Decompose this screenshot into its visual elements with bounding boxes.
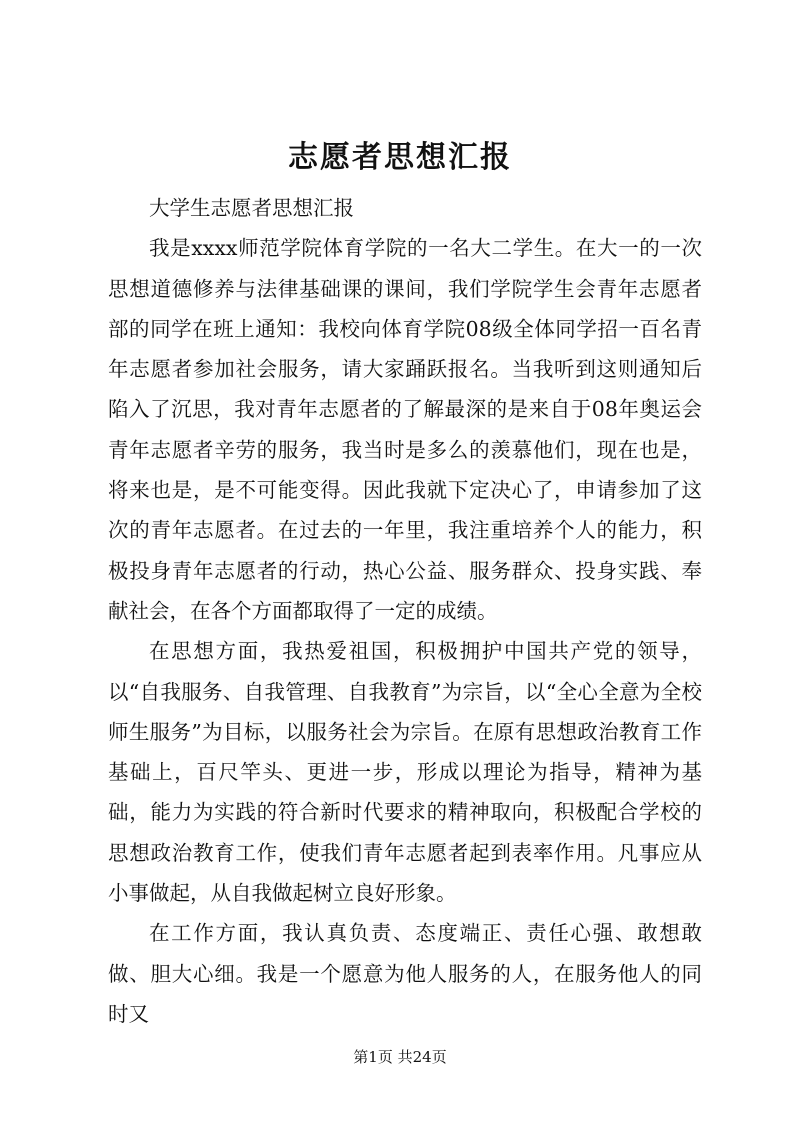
body-paragraph-work: 在工作方面，我认真负责、态度端正、责任心强、敢想敢做、胆大心细。我是一个愿意为他人服务的人，在服务他人的同时又 xyxy=(108,921,702,1026)
subtitle-paragraph: 大学生志愿者思想汇报 xyxy=(149,196,354,220)
page-footer: 第1页 共24页 xyxy=(353,1048,447,1066)
document-title: 志愿者思想汇报 xyxy=(288,140,512,175)
document-body xyxy=(108,188,702,1034)
body-paragraph-ideology: 在思想方面，我热爱祖国，积极拥护中国共产党的领导，以“自我服务、自我管理、自我教育”为宗旨，以“全心全意为全校师生服务”为目标，以服务社会为宗旨。在原有思想政治教育工作基础上，百尺竿头、更进一步，形成以理论为指导，精神为基础，能力为实践的符合新时代要求的精神取向，积极配合学校的思想政治教育工作，使我们青年志愿者起到表率作用。凡事应从小事做起，从自我做起树立良好形象。 xyxy=(108,639,702,906)
body-paragraph-intro: 我是xxxx师范学院体育学院的一名大二学生。在大一的一次思想道德修养与法律基础课的课间，我们学院学生会青年志愿者部的同学在班上通知：我校向体育学院08级全体同学招一百名青年志愿者参加社会服务，请大家踊跃报名。当我听到这则通知后陷入了沉思，我对青年志愿者的了解最深的是来自于08年奥运会青年志愿者辛劳的服务，我当时是多么的羡慕他们，现在也是，将来也是，是不可能变得。因此我就下定决心了，申请参加了这次的青年志愿者。在过去的一年里，我注重培养个人的能力，积极投身青年志愿者的行动，热心公益、服务群众、投身实践、奉献社会，在各个方面都取得了一定的成绩。 xyxy=(108,236,702,623)
